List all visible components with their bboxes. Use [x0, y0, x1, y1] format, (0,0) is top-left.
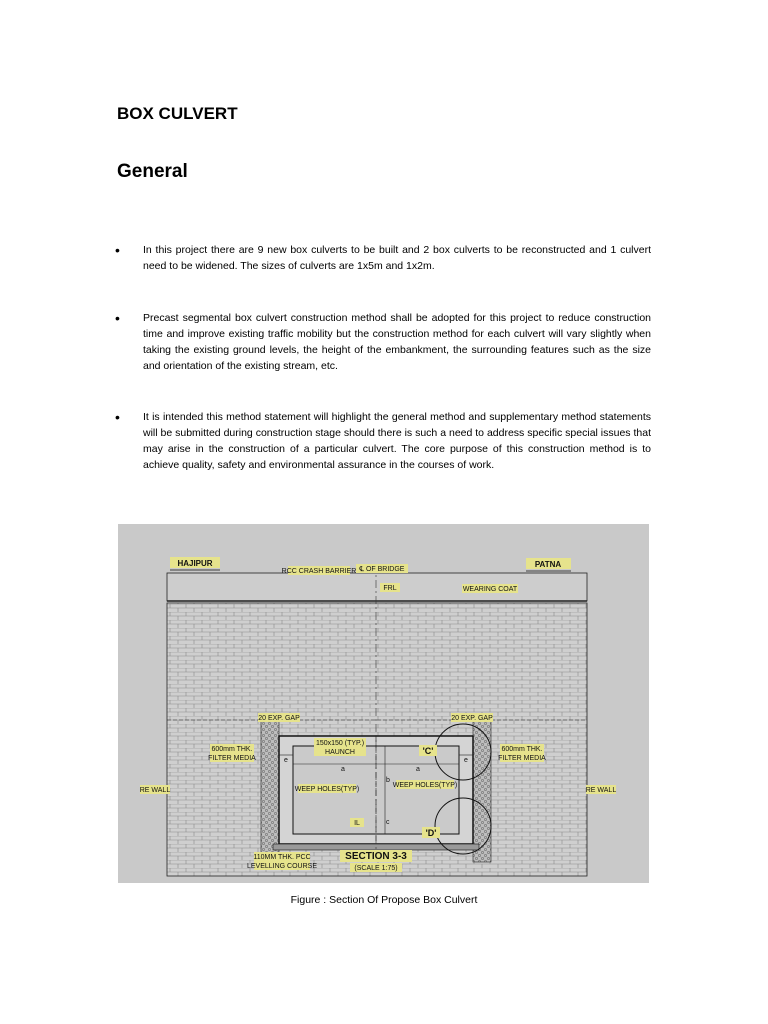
- svg-text:c: c: [386, 819, 390, 826]
- bullet-marker: •: [115, 242, 120, 258]
- svg-text:e: e: [284, 757, 288, 764]
- svg-text:e: e: [464, 757, 468, 764]
- svg-text:℄ OF BRIDGE: ℄ OF BRIDGE: [359, 566, 405, 573]
- svg-text:(SCALE 1:75): (SCALE 1:75): [354, 865, 398, 872]
- svg-text:RE WALL: RE WALL: [585, 787, 617, 794]
- paragraph-1: In this project there are 9 new box culverts to be built and 2 box culverts to be reconstructed and 1 culvert need to be widened. The sizes of culverts are 1x5m and 1x2m.: [143, 244, 651, 272]
- svg-text:FILTER MEDIA: FILTER MEDIA: [208, 755, 256, 762]
- bullet-marker: •: [115, 310, 120, 326]
- svg-text:a: a: [416, 766, 420, 773]
- figure-caption: Figure : Section Of Propose Box Culvert: [290, 894, 478, 906]
- svg-text:RE WALL: RE WALL: [139, 787, 171, 794]
- svg-text:RCC CRASH BARRIER: RCC CRASH BARRIER: [281, 568, 357, 575]
- svg-text:FRL: FRL: [383, 585, 397, 592]
- section-heading: General: [117, 161, 188, 182]
- svg-text:600mm THK.: 600mm THK.: [501, 746, 543, 753]
- svg-text:LEVELLING COURSE: LEVELLING COURSE: [246, 863, 318, 870]
- bullet-marker: •: [115, 409, 120, 425]
- paragraph-2: Precast segmental box culvert construction method shall be adopted for this project to reduce construction time and improve existing traffic mobility but the construction method for each culvert will vary slightly when taking the existing ground levels, the height of the embankment, the surrounding features such as the size and orientation of the existing stream, etc.: [143, 312, 651, 372]
- road-deck: [167, 573, 587, 601]
- svg-text:'D': 'D': [425, 828, 437, 838]
- culvert-section-drawing: [118, 524, 649, 883]
- svg-text:IL: IL: [354, 820, 360, 827]
- svg-text:20 EXP. GAP: 20 EXP. GAP: [451, 715, 493, 722]
- svg-text:110MM THK. PCC: 110MM THK. PCC: [253, 854, 311, 861]
- svg-text:WEEP HOLES(TYP): WEEP HOLES(TYP): [392, 782, 458, 789]
- svg-text:FILTER MEDIA: FILTER MEDIA: [498, 755, 546, 762]
- svg-text:SECTION 3-3: SECTION 3-3: [345, 851, 407, 862]
- filter-media-left: [261, 720, 279, 862]
- svg-text:20 EXP. GAP: 20 EXP. GAP: [258, 715, 300, 722]
- svg-text:HAJIPUR: HAJIPUR: [177, 559, 213, 568]
- svg-text:WEARING COAT: WEARING COAT: [462, 586, 518, 593]
- svg-text:PATNA: PATNA: [534, 560, 562, 569]
- svg-text:150x150 (TYP.): 150x150 (TYP.): [315, 740, 365, 747]
- paragraph-3: It is intended this method statement will highlight the general method and supplementary method statements will be submitted during construction stage should there is such a need to address specific special issues that may arise in the construction of a particular culvert. The core purpose of this construction method is to achieve quality, safety and environmental assurance in the courses of work.: [143, 411, 651, 471]
- svg-text:b: b: [386, 777, 390, 784]
- svg-text:HAUNCH: HAUNCH: [325, 749, 355, 756]
- svg-text:600mm THK.: 600mm THK.: [211, 746, 253, 753]
- svg-text:a: a: [341, 766, 345, 773]
- svg-text:'C': 'C': [422, 746, 434, 756]
- svg-text:WEEP HOLES(TYP): WEEP HOLES(TYP): [294, 786, 360, 793]
- page-title: BOX CULVERT: [117, 104, 238, 123]
- filter-media-right: [473, 720, 491, 862]
